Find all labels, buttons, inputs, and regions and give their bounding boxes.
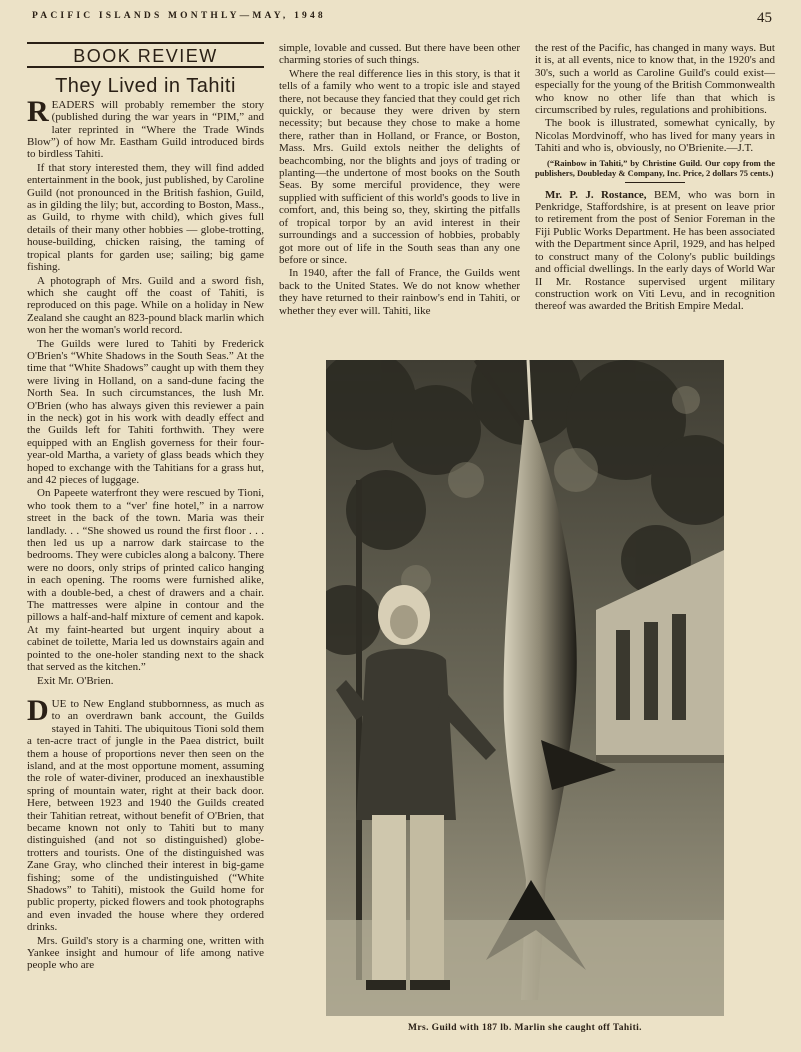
pole: [356, 480, 362, 980]
review-paragraph: If that story interested them, they will find added entertainment in the book, just published, by Caroline Guild (not pronounced in the British fashion, Guild, as in gilding the lily; but, according to Boston, Mass., as Guild, to rhyme with child), which gives full details of their many other hobbies — globe-trotting, house-building, chicken raising, the taming of tropical plants for garden use; sailing; big game fishing.: [27, 161, 264, 274]
running-head: PACIFIC ISLANDS MONTHLY—MAY, 1948: [32, 11, 326, 21]
personal-note: [535, 189, 775, 313]
review-paragraph: [27, 693, 264, 934]
column-1: [27, 42, 264, 973]
photo-caption: Mrs. Guild with 187 lb. Marlin she caught off Tahiti.: [408, 1023, 642, 1033]
review-paragraph: In 1940, after the fall of France, the Guilds went back to the United States. We do not know whether they have returned to their rainbow's end in Tahiti, or whether they ever will. Tahiti, like: [279, 267, 520, 317]
review-paragraph: On Papeete waterfront they were rescued by Tioni, who took them to a “ver' fine hotel,” in a narrow street in the back of the town. Maria was their landlady. . . “She showed us round the first floor . . . then led us up a narrow dark staircase to the bedrooms. They were cubicles along a balcony. There were no doors, only strips of printed calico hanging in each opening. The rooms were furnished alike, with a double-bed, a chest of drawers and a chair. The mattresses were alpine in contour and the pillows a half-and-half mixture of cement and kapok. At my faint-hearted but urgent inquiry about a cabinet de toilette, Maria led us downstairs again and pointed to the one-holer standing next to the shack that served as the kitchen.”: [27, 487, 264, 674]
review-paragraph: Exit Mr. O'Brien.: [37, 674, 114, 687]
review-paragraph: the rest of the Pacific, has changed in many ways. But it is, at all events, nice to know that, in the 1920's and 30's, such a world as Caroline Guild's could exist—especially for the young of the British Commonwealth who know no other life than that which is circumscribed by rules, regulations and prohibitions.: [535, 42, 775, 117]
page-number: 45: [757, 10, 772, 26]
review-paragraph: The Guilds were lured to Tahiti by Frederick O'Brien's “White Shadows in the South Seas.” At the time that “White Shadows” caught up with them they were living in Holland, on a sand-dune facing the North Sea. In such circumstances, the lush Mr. O'Brien (who has always given this reviewer a pain in the neck) got in his work with deadly effect and the Guilds left for Tahiti forthwith. They were equipped with an English governess for their four-year-old Martha, a variety of glass beads which they hoped to exchange with the Tahitians for a grass hut, and 42 pieces of luggage.: [27, 337, 264, 486]
review-paragraph: simple, lovable and cussed. But there have been other charming stories of such things.: [279, 42, 520, 67]
section-rule-bottom: [27, 66, 264, 68]
paragraph-gap: [27, 688, 264, 698]
marlin-photograph: [326, 360, 724, 1016]
paragraph-text: UE to New England stubbornness, as much as to an overdrawn bank account, the Guilds stayed in Tahiti. The ubiquitous Tioni sold them a ten-acre tract of jungle in the Paea district, built them a house of proportions never then seen on the island, and at the most opportune moment, assuming the role of water-diviner, produced an inexhaustible spring of mountain water, right at their back door. Here, between 1923 and 1940 the Guilds created their Tahitian retreat, without benefit of O'Brien, that became known not only to Tahiti but to many distinguished (and not so distinguished) globe-trotters and tourists. One of the distinguished was Zane Gray, who clinched their interest in big-game fishing; some of the undistinguished (“White Shadows” to Tahiti), mistook the Guild home for public property, picked flowers and took photographs and even invaded the house where they ordered drinks.: [27, 697, 264, 934]
section-title: BOOK REVIEW: [73, 46, 218, 66]
review-paragraph: A photograph of Mrs. Guild and a sword fish, which she caught off the coast of Tahiti, is reproduced on this page. While on a holiday in New Zealand she caught an 823-pound black marlin which won her the woman's world record.: [27, 274, 264, 337]
drop-cap: D: [27, 693, 49, 727]
review-paragraph: The book is illustrated, somewhat cynically, by Nicolas Mordvinoff, who has lived for many years in Tahiti and who is, obviously, no O'Brienite.—J.T.: [535, 117, 775, 155]
book-source-note: (“Rainbow in Tahiti,” by Christine Guild. Our copy from the publishers, Doubleday & Company, Inc. Price, 2 dollars 75 cents.): [535, 157, 775, 178]
column-3: [535, 42, 775, 314]
divider: [625, 182, 685, 183]
review-title: They Lived in Tahiti: [55, 75, 236, 98]
column-2: [279, 42, 520, 318]
personal-note-text: BEM, who was born in Penkridge, Staffordshire, is at present on leave prior to retirement from the post of Senior Foreman in the Fiji Public Works Department. He has been associated with the Department since April, 1929, and has helped to construct many of the Colony's public buildings and official dwellings. In the early days of World War II Mr. Rostance supervised urgent military construction work on Viti Levu, and in recognition thereof was awarded the British Empire Medal.: [535, 188, 776, 313]
review-paragraph: Where the real difference lies in this story, is that it tells of a family who went to a tropic isle and stayed there, not because they fancied that they could get rich quickly, or because they were driven by stern necessity; but because they chose to make a home there, rather than in Holland, or France, or Boston, Mass. Mrs. Guild extols neither the delights of beachcombing, nor the blights and joys of trading or planting—the undertone of most books on the South Seas. By some merciful providence, they were supplied with sufficient of this world's goods to live in comfort, and, this being so, they, skirting the pitfalls of tropical torpor by an avid interest in their surroundings and a succession of hobbies, probably got more out of life in the South seas than any one before or since.: [279, 67, 520, 266]
drop-cap: R: [27, 94, 49, 128]
review-paragraph: [27, 94, 264, 161]
photo-illustration: [326, 360, 724, 1016]
review-paragraph: Mrs. Guild's story is a charming one, written with Yankee insight and humour of life among native people who are: [27, 934, 264, 972]
paragraph-text: EADERS will probably remember the story (published during the war years in “PIM,” and later reprinted in “Where the Trade Winds Blow”) of how Mr. Eastham Guild introduced birds to birdless Tahiti.: [27, 98, 264, 161]
personal-note-name: Mr. P. J. Rostance,: [545, 188, 647, 201]
page-header: [32, 10, 772, 28]
